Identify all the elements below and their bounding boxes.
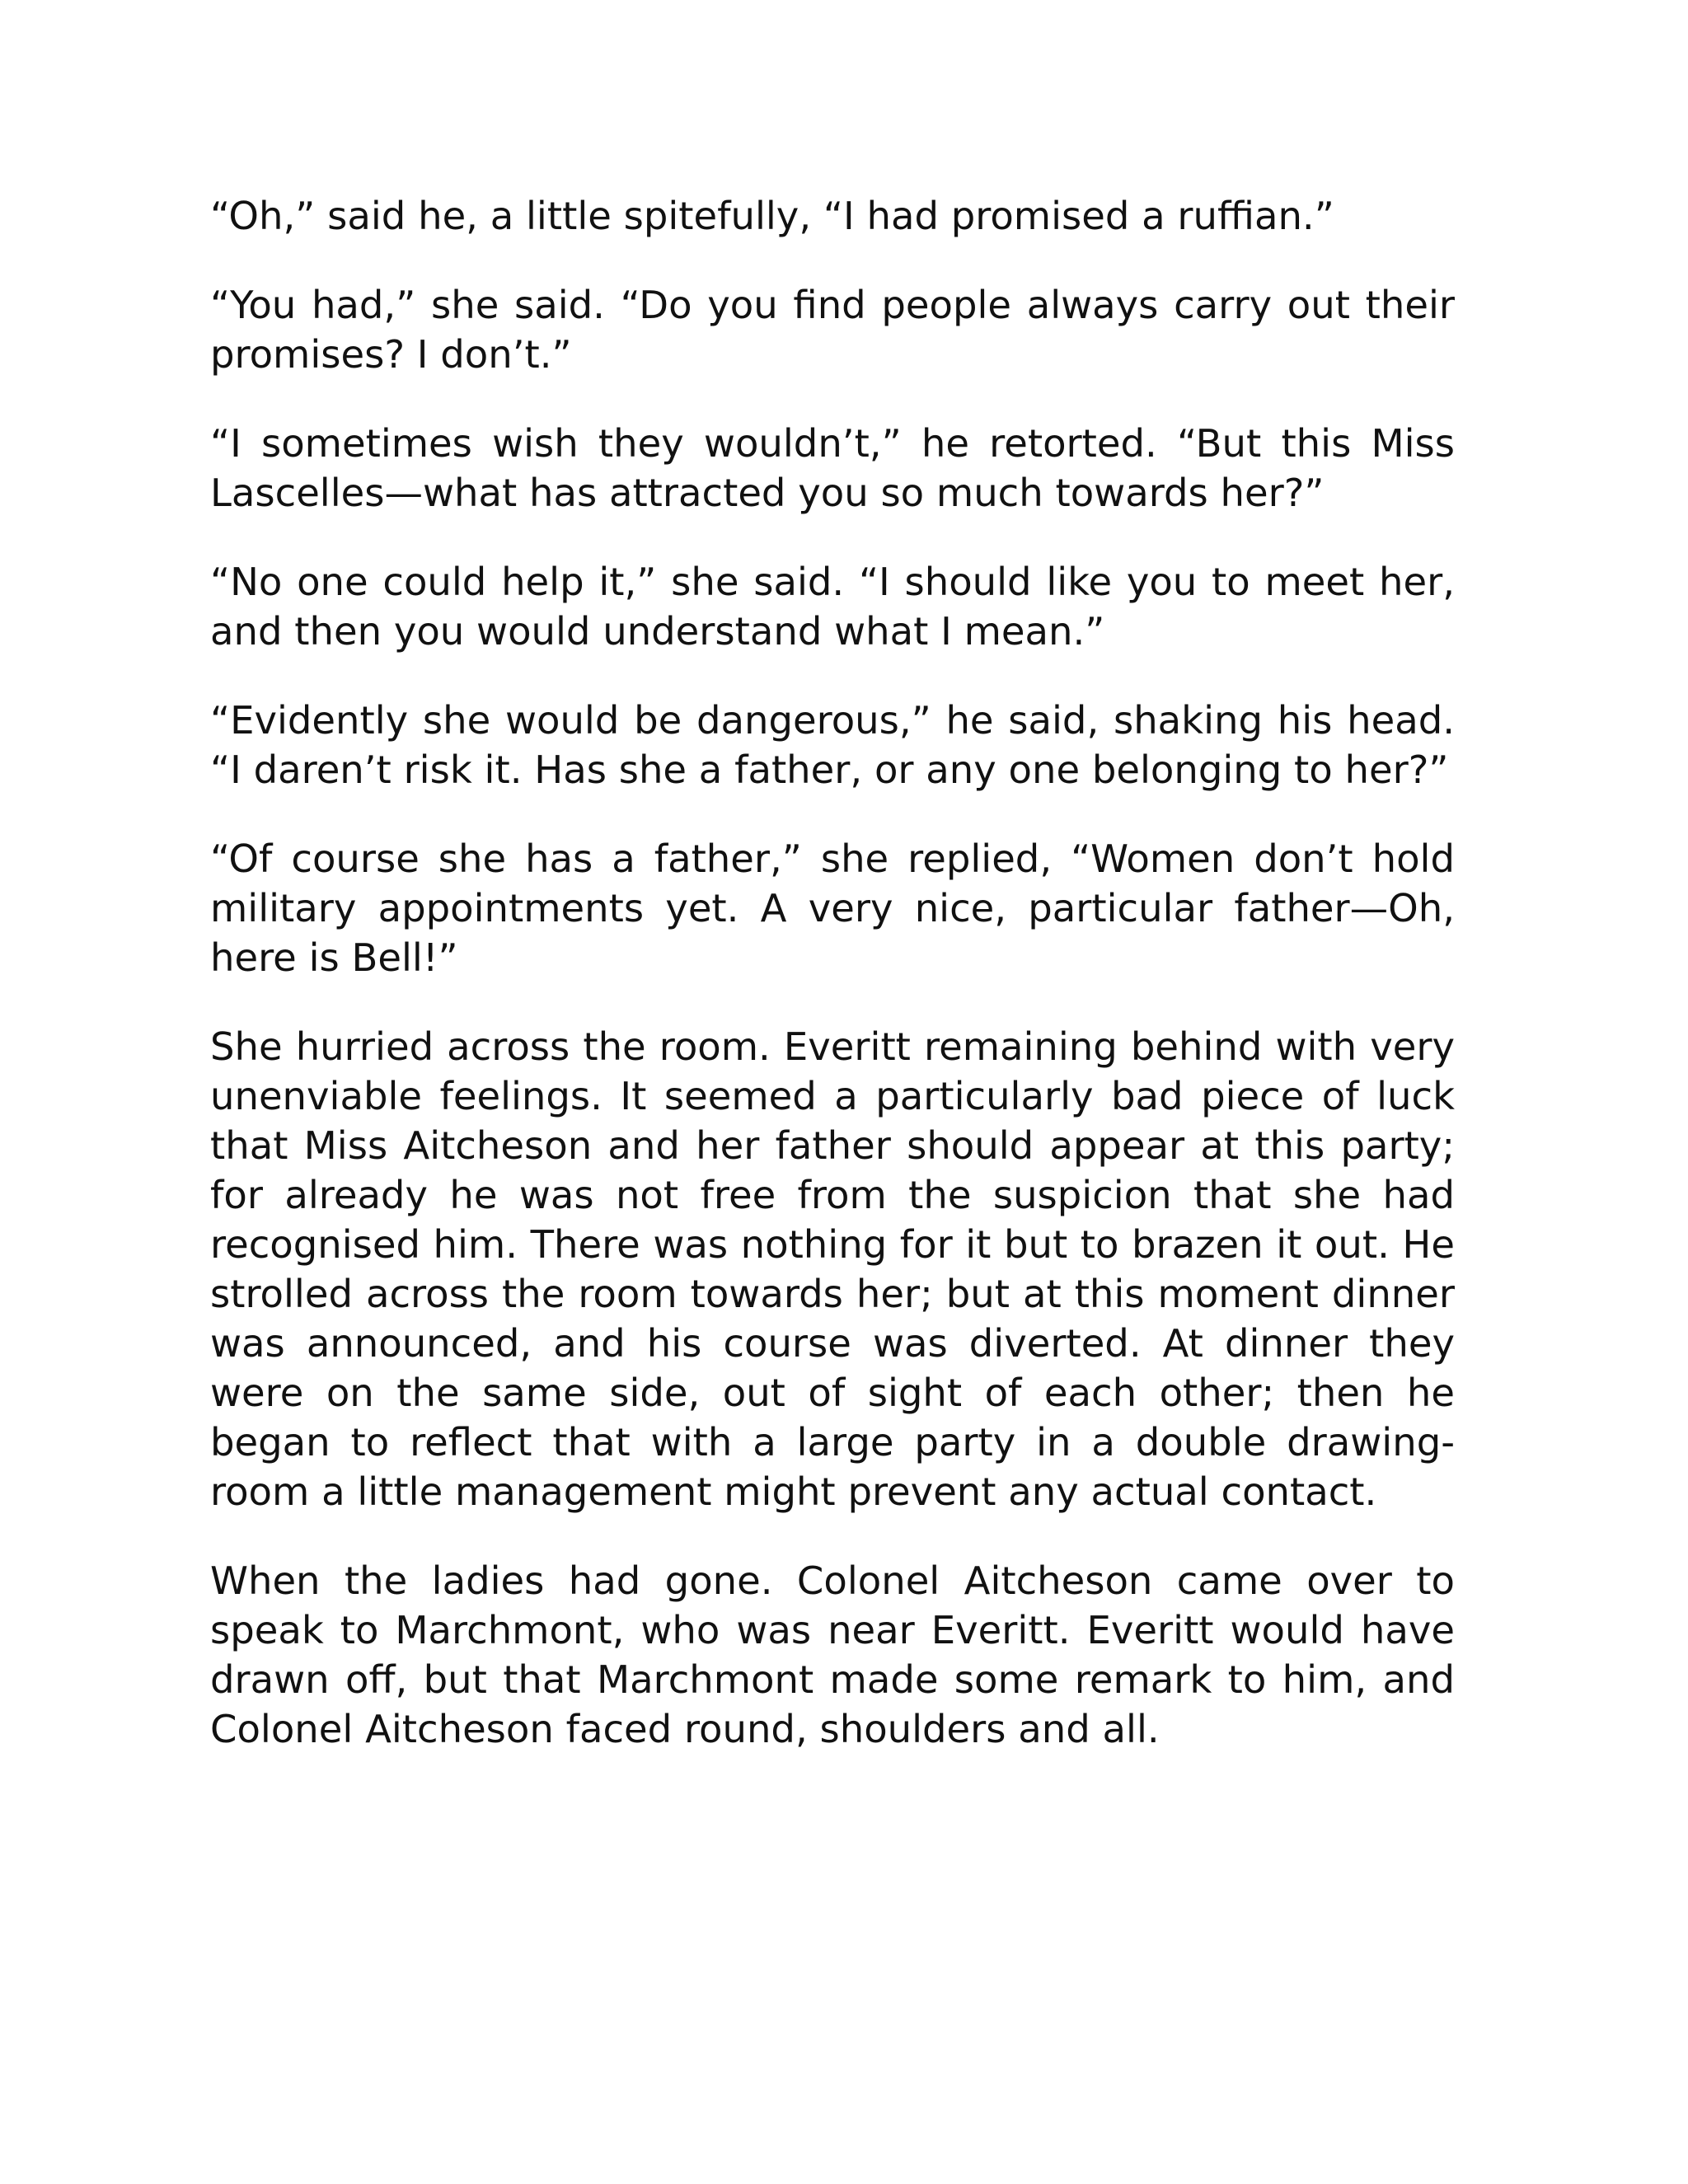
paragraph-6: “Of course she has a father,” she replied, “Women don’t hold military appointments yet. A very nice, particular father—Oh, here is Bell!” <box>210 837 1455 980</box>
document-page <box>210 191 1455 1793</box>
paragraph-2: “You had,” she said. “Do you find people always carry out their promises? I don’t.” <box>210 283 1455 377</box>
paragraph-5: “Evidently she would be dangerous,” he said, shaking his head. “I daren’t risk it. Has she a father, or any one belonging to her?” <box>210 698 1455 792</box>
paragraph-8: When the ladies had gone. Colonel Aitcheson came over to speak to Marchmont, who was near Everitt. Everitt would have drawn off, but that Marchmont made some remark to him, and Colonel Aitcheson faced round, shoulders and all. <box>210 1558 1455 1751</box>
paragraph-3: “I sometimes wish they wouldn’t,” he retorted. “But this Miss Lascelles—what has attracted you so much towards her?” <box>210 421 1455 515</box>
paragraph-4: “No one could help it,” she said. “I should like you to meet her, and then you would understand what I mean.” <box>210 560 1455 654</box>
paragraph-7: She hurried across the room. Everitt remaining behind with very unenviable feelings. It seemed a particularly bad piece of luck that Miss Aitcheson and her father should appear at this party; for already he was not free from the suspicion that she had recognised him. There was nothing for it but to brazen it out. He strolled across the room towards her; but at this moment dinner was announced, and his course was diverted. At dinner they were on the same side, out of sight of each other; then he began to reflect that with a large party in a double drawing-room a little management might prevent any actual contact. <box>210 1024 1455 1514</box>
paragraph-1: “Oh,” said he, a little spitefully, “I had promised a ruffian.” <box>210 194 1334 238</box>
